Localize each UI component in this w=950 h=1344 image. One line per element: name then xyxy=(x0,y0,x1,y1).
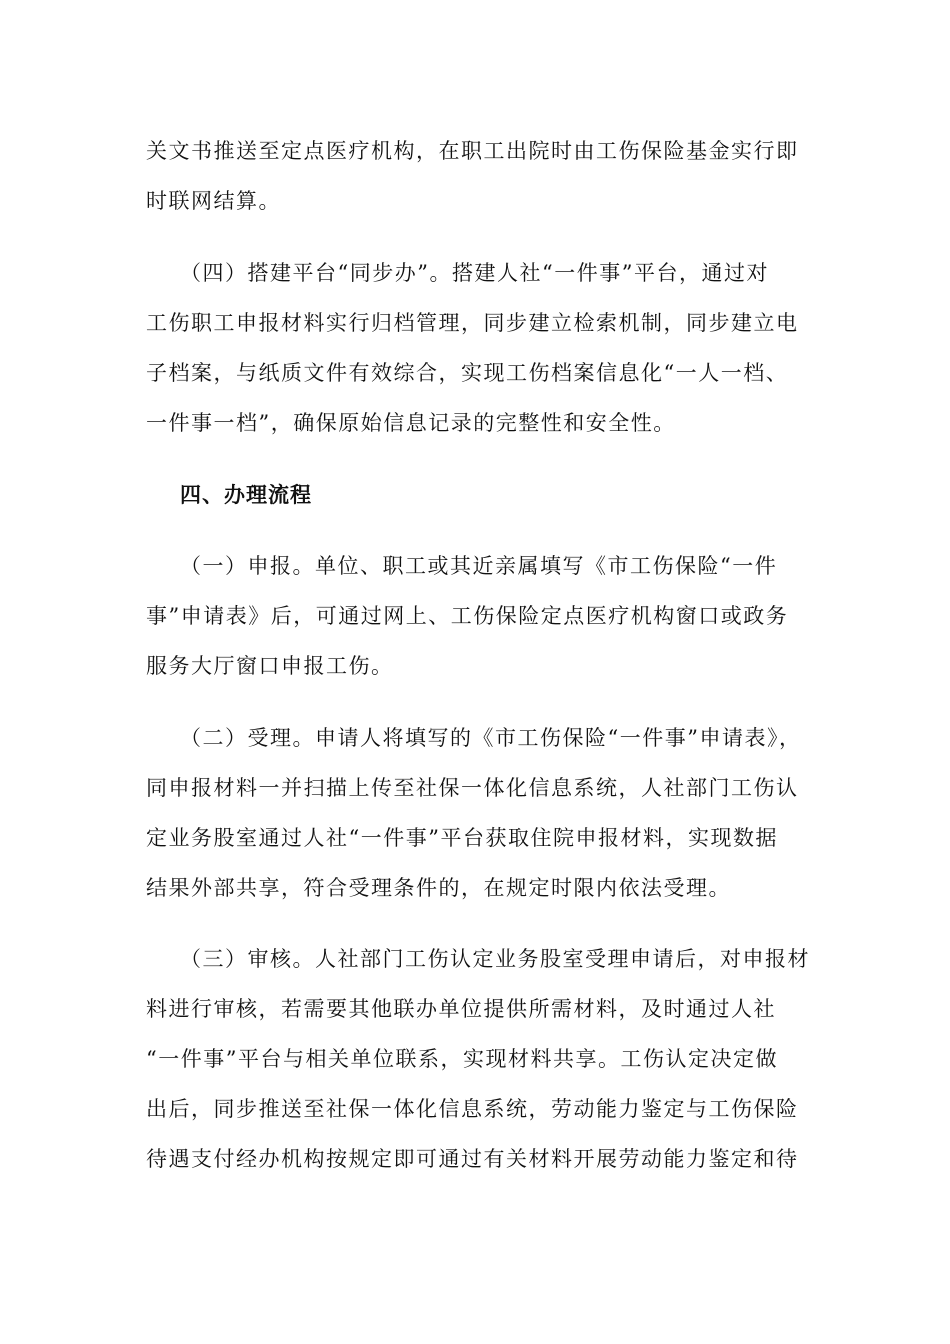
text-line: 定业务股室通过人社“一件事”平台获取住院申报材料，实现数据 xyxy=(146,826,778,850)
text-line: （二）受理。申请人将填写的《市工伤保险“一件事”申请表》， xyxy=(180,726,802,750)
text-line: 服务大厅窗口申报工伤。 xyxy=(146,654,394,678)
text-line: 料进行审核，若需要其他联办单位提供所需材料，及时通过人社 xyxy=(146,997,776,1021)
text-line: 出后，同步推送至社保一体化信息系统，劳动能力鉴定与工伤保险 xyxy=(146,1097,799,1121)
text-line: 待遇支付经办机构按规定即可通过有关材料开展劳动能力鉴定和待 xyxy=(146,1147,799,1171)
section-heading: 四、办理流程 xyxy=(180,483,312,507)
text-line: （三）审核。人社部门工伤认定业务股室受理申请后，对申报材 xyxy=(180,947,810,971)
text-line: 时联网结算。 xyxy=(146,189,281,213)
text-line: 同申报材料一并扫描上传至社保一体化信息系统，人社部门工伤认 xyxy=(146,776,799,800)
text-line: 关文书推送至定点医疗机构，在职工出院时由工伤保险基金实行即 xyxy=(146,139,799,163)
text-line: （一）申报。单位、职工或其近亲属填写《市工伤保险“一件 xyxy=(180,554,778,578)
text-line: （四）搭建平台“同步办”。搭建人社“一件事”平台，通过对 xyxy=(180,261,769,285)
text-line: 一件事一档”，确保原始信息记录的完整性和安全性。 xyxy=(146,411,676,435)
text-line: 子档案，与纸质文件有效综合，实现工伤档案信息化“一人一档、 xyxy=(146,361,789,385)
text-line: 工伤职工申报材料实行归档管理，同步建立检索机制，同步建立电 xyxy=(146,311,799,335)
text-line: “一件事”平台与相关单位联系，实现材料共享。工伤认定决定做 xyxy=(146,1047,778,1071)
text-line: 结果外部共享，符合受理条件的，在规定时限内依法受理。 xyxy=(146,876,731,900)
text-line: 事”申请表》后，可通过网上、工伤保险定点医疗机构窗口或政务 xyxy=(146,604,789,628)
